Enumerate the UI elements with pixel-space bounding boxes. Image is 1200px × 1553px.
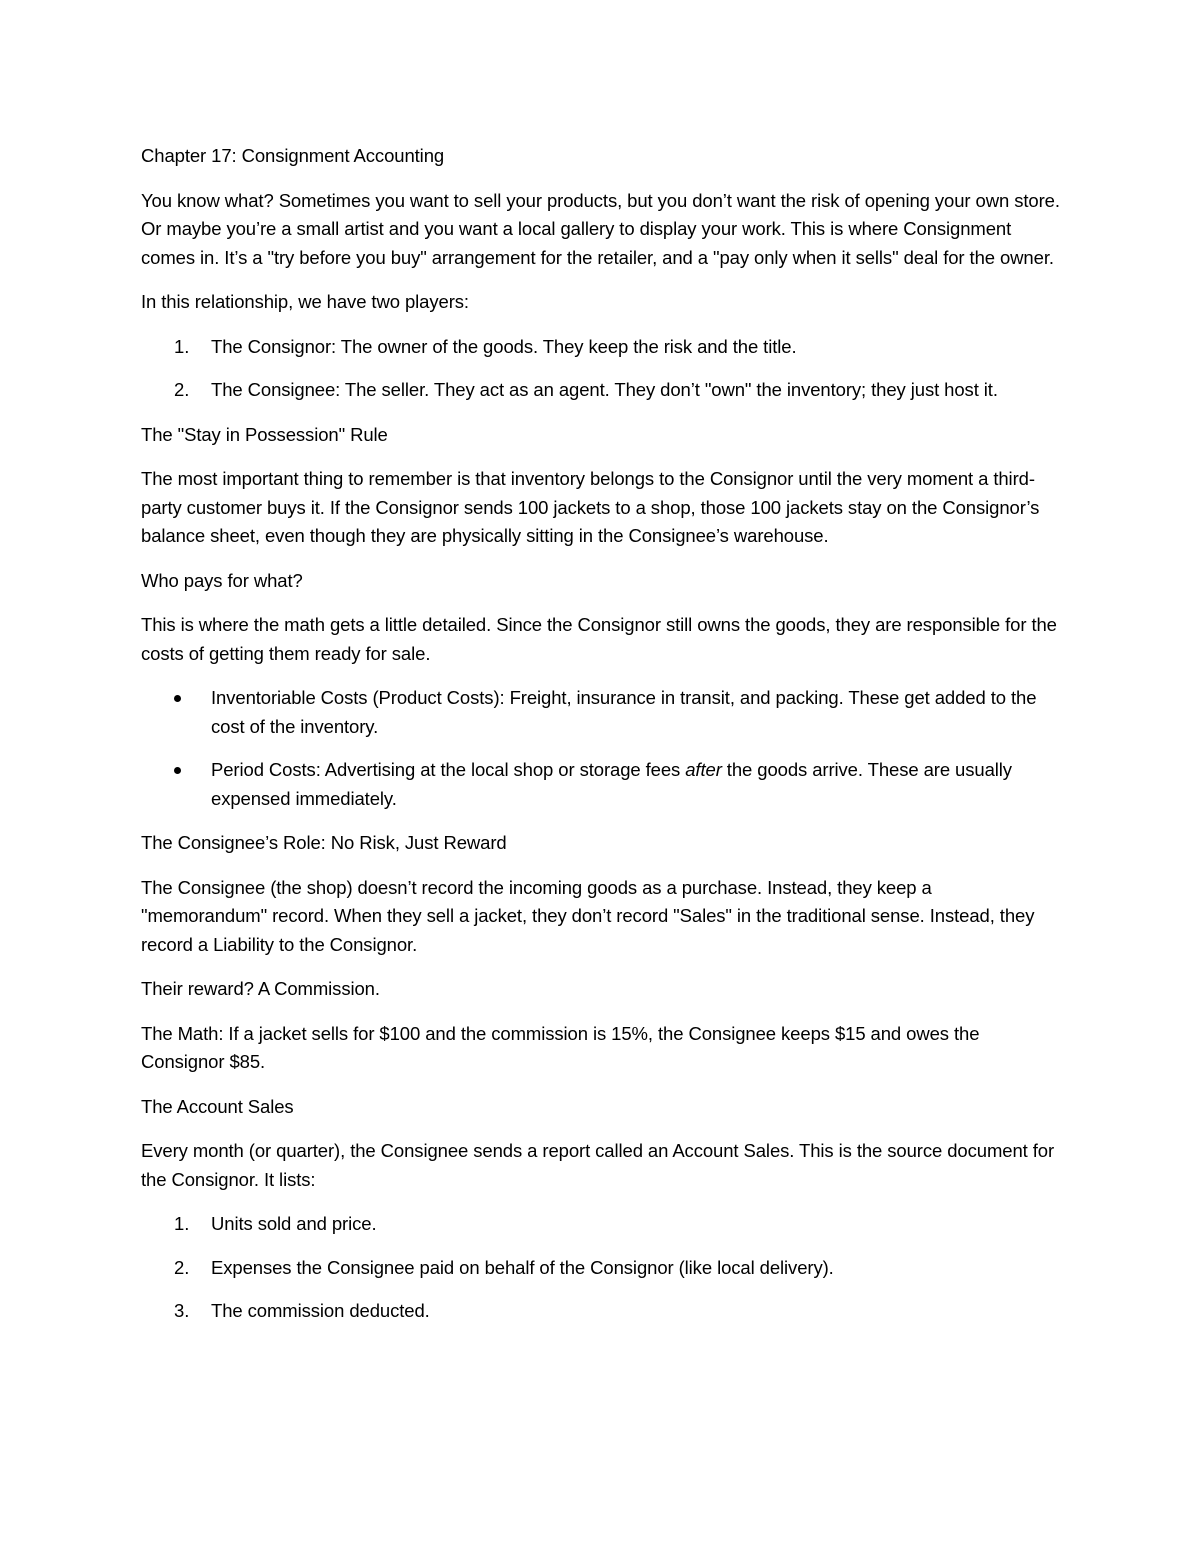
list-item-text: Expenses the Consignee paid on behalf of the Consignor (like local delivery). xyxy=(211,1256,834,1278)
list-item xyxy=(141,684,1061,741)
emphasis-text: after xyxy=(685,759,722,780)
list-item-text: The Consignee: The seller. They act as an agent. They don’t "own" the inventory; they just host it. xyxy=(211,379,998,400)
section-heading-consignee-role: The Consignee’s Role: No Risk, Just Reward xyxy=(141,832,507,853)
chapter-title: Chapter 17: Consignment Accounting xyxy=(141,145,445,166)
list-item xyxy=(141,1254,1061,1283)
document-body xyxy=(141,142,1061,1342)
list-number: 2. xyxy=(174,379,190,400)
players-list xyxy=(141,333,1061,405)
math-paragraph: The Math: If a jacket sells for $100 and the commission is 15%, the Consignee keeps $15 and owes the Consignor $85. xyxy=(141,1022,980,1072)
list-item xyxy=(141,1210,1061,1239)
reward-paragraph: Their reward? A Commission. xyxy=(141,978,380,999)
intro-paragraph: You know what? Sometimes you want to sell your products, but you don’t want the risk of opening your own store. Or maybe you’re a small artist and you want a local gallery to display your work. This is where Consignment comes in. It’s a "try before you buy" arrangement for the retailer, and a "pay only when it sells" deal for the owner. xyxy=(141,189,1060,268)
list-item-text: Inventoriable Costs (Product Costs): Freight, insurance in transit, and packing. These get added to the cost of the inventory. xyxy=(211,687,1037,737)
bullet-icon xyxy=(174,695,181,702)
list-item xyxy=(141,1297,1061,1326)
list-item xyxy=(141,376,1061,405)
section-heading-who-pays: Who pays for what? xyxy=(141,569,303,591)
section-heading-possession: The "Stay in Possession" Rule xyxy=(141,423,388,445)
bullet-icon xyxy=(174,767,181,774)
list-number: 1. xyxy=(174,1213,190,1234)
list-item-text: Period Costs: Advertising at the local shop or storage fees xyxy=(211,759,686,780)
list-item-text-continued: the goods arrive. These are usually expensed immediately. xyxy=(211,759,1012,809)
possession-paragraph: The most important thing to remember is that inventory belongs to the Consignor until the very moment a third-party customer buys it. If the Consignor sends 100 jackets to a shop, those 100 jackets stay on the Consignor’s balance sheet, even though they are physically sitting in the Consignee’s warehouse. xyxy=(141,468,1040,546)
list-item xyxy=(141,756,1061,813)
section-heading-account-sales: The Account Sales xyxy=(141,1095,294,1117)
players-intro: In this relationship, we have two players: xyxy=(141,291,469,312)
list-item-text: The commission deducted. xyxy=(211,1300,430,1321)
list-item xyxy=(141,333,1061,362)
list-number: 3. xyxy=(174,1300,190,1321)
account-sales-paragraph: Every month (or quarter), the Consignee sends a report called an Account Sales. This is the source document for the Consignor. It lists: xyxy=(141,1140,1055,1190)
list-number: 2. xyxy=(174,1256,190,1278)
account-sales-list xyxy=(141,1210,1061,1326)
list-item-text: The Consignor: The owner of the goods. They keep the risk and the title. xyxy=(211,335,797,357)
list-item-text: Units sold and price. xyxy=(211,1213,377,1234)
who-pays-paragraph: This is where the math gets a little detailed. Since the Consignor still owns the goods, they are responsible for the costs of getting them ready for sale. xyxy=(141,614,1057,664)
costs-list xyxy=(141,684,1061,813)
list-number: 1. xyxy=(174,335,190,357)
consignee-paragraph: The Consignee (the shop) doesn’t record the incoming goods as a purchase. Instead, they keep a "memorandum" record. When they sell a jacket, they don’t record "Sales" in the traditional sense. Instead, they record a Liability to the Consignor. xyxy=(141,876,1035,955)
